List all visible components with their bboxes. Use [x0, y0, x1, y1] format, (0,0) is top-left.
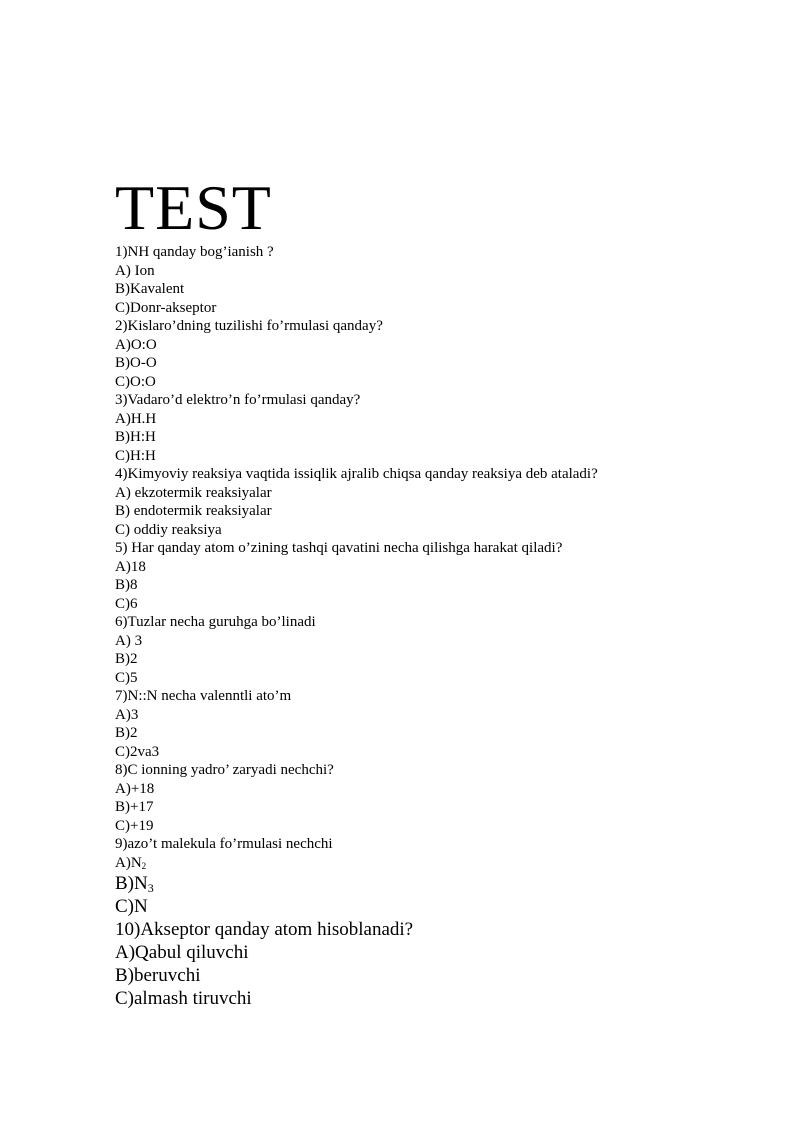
option-1-b: B)Kavalent [115, 281, 185, 297]
option-2-a: A)O:O [115, 336, 157, 353]
option-5-b: B)8 [115, 577, 138, 593]
option-9-b [115, 872, 755, 895]
option-5-c: C)6 [115, 595, 138, 612]
question-7: 7)N::N necha valenntli ato’m [115, 688, 292, 704]
question-3: 3)Vadaro’d elektro’n fo’rmulasi qanday? [115, 392, 361, 408]
option-2-b: B)O-O [115, 355, 157, 371]
option-8-a: A)+18 [115, 780, 155, 797]
option-4-b: B) endotermik reaksiyalar [115, 503, 272, 519]
option-9-a-subscript: 2 [141, 860, 147, 871]
option-4-a: A) ekzotermik reaksiyalar [115, 484, 272, 501]
option-7-b: B)2 [115, 725, 138, 741]
option-7-a: A)3 [115, 706, 139, 723]
question-8: 8)C ionning yadro’ zaryadi nechchi? [115, 762, 334, 778]
option-9-c: C)N [115, 896, 148, 917]
option-8-b: B)+17 [115, 799, 154, 815]
option-3-a: A)H.H [115, 410, 157, 427]
question-4: 4)Kimyoviy reaksiya vaqtida issiqlik ajralib chiqsa qanday reaksiya deb ataladi? [115, 466, 598, 482]
option-3-c: C)H:H [115, 447, 156, 464]
option-9-a [115, 854, 755, 873]
option-2-c: C)O:O [115, 373, 156, 390]
question-6: 6)Tuzlar necha guruhga bo’linadi [115, 614, 316, 630]
option-4-c: C) oddiy reaksiya [115, 521, 222, 538]
page-title: TEST [115, 172, 272, 243]
option-10-a: A)Qabul qiluvchi [115, 942, 249, 963]
question-1: 1)NH qanday bog’ianish ? [115, 244, 274, 260]
option-6-c: C)5 [115, 669, 138, 686]
option-10-c: C)almash tiruvchi [115, 988, 252, 1009]
option-7-c: C)2va3 [115, 743, 160, 760]
question-list [115, 243, 755, 1010]
question-5: 5) Har qanday atom o’zining tashqi qavatini necha qilishga harakat qiladi? [115, 540, 563, 556]
question-9: 9)azo’t malekula fo’rmulasi nechchi [115, 836, 333, 852]
option-10-b: B)beruvchi [115, 965, 201, 986]
option-6-a: A) 3 [115, 632, 143, 649]
option-5-a: A)18 [115, 558, 146, 575]
option-8-c: C)+19 [115, 817, 154, 834]
option-9-a-text: A)N [115, 854, 142, 871]
question-2: 2)Kislaro’dning tuzilishi fo’rmulasi qanday? [115, 318, 383, 334]
question-10: 10)Akseptor qanday atom hisoblanadi? [115, 919, 414, 940]
option-3-b: B)H:H [115, 429, 156, 445]
option-9-b-subscript: 3 [147, 881, 154, 895]
option-1-a: A) Ion [115, 262, 155, 279]
option-1-c: C)Donr-akseptor [115, 299, 217, 316]
option-9-b-text: B)N [115, 873, 148, 894]
option-6-b: B)2 [115, 651, 138, 667]
